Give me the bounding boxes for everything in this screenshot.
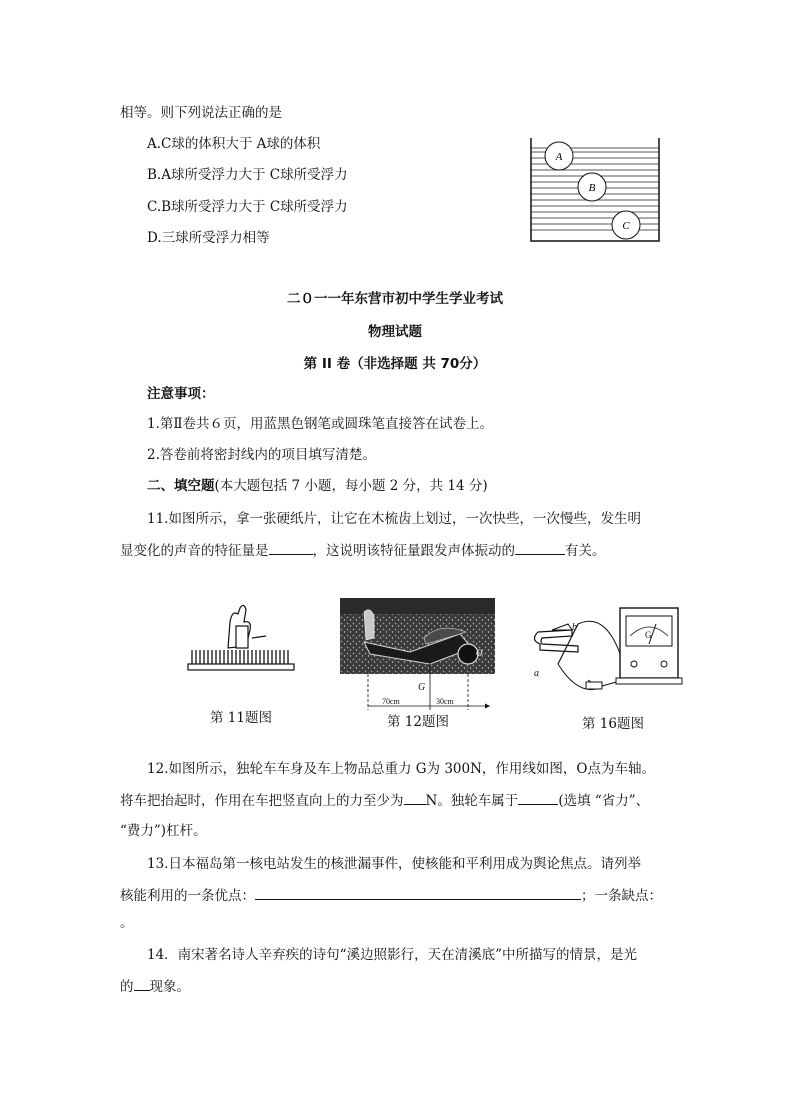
q10-option-b: B.A球所受浮力大于 C球所受浮力 [147,167,348,183]
q12-blank-1[interactable] [404,791,426,805]
barrow-wheel [458,644,478,664]
meter-base [616,678,682,684]
q14-line-1: 14．南宋著名诗人辛弃疾的诗句“溪边照影行，天在清溪底”中所描写的情景，是光 [147,947,637,963]
fig16-g-label: G [645,630,652,640]
ball-a-label: A [555,151,563,163]
q14-text-b: 现象。 [149,979,190,995]
wire-2 [578,621,624,666]
q11-text-c: 有关。 [565,543,606,559]
q10-figure [530,138,660,242]
dim-arrow-end [485,704,490,709]
q10-stem-tail: 相等。则下列说法正确的是 [120,105,282,121]
fig12-dim-1: 70cm [382,697,400,706]
q11-line-2 [120,541,606,560]
ball-c-label: C [622,220,630,232]
q14-line-2 [120,977,190,996]
q13-blank-1[interactable] [255,886,581,900]
q13-text-b: ；一条缺点： [581,888,662,904]
subject-title: 物理试题 [368,324,422,340]
person-shape [364,610,374,640]
q12-line-1: 12.如图所示，独轮车车身及车上物品总重力 G为 300N，作用线如图，O点为车轴。 [147,761,655,777]
q12-text-b: N。独轮车属于 [425,793,519,809]
q11-blank-2[interactable] [515,541,565,555]
q11-line-1: 11.如图所示，拿一张硬纸片，让它在木梳齿上划过，一次快些，一次慢些，发生明 [147,511,641,527]
q10-option-a: A.C球的体积大于 A球的体积 [147,136,321,152]
q11-text-a: 显变化的声音的特征量是 [120,543,269,559]
q13-line-3: 。 [120,915,134,931]
fig12-wheelbarrow [340,598,495,714]
q13-line-2 [120,886,662,905]
q12-text-c: (选填 “省力”、 [558,793,650,809]
q13-line-1: 13.日本福岛第一核电站发生的核泄漏事件，使核能和平利用成为舆论焦点。请列举 [147,856,641,872]
terminal-right [661,661,667,667]
card [236,626,248,648]
fig12-caption: 第 12题图 [387,714,449,730]
fig16-galvanometer-setup [528,600,688,692]
fig16-b-label: b [572,622,577,633]
exam-title: 二０一一年东营市初中学生学业考试 [287,291,503,307]
u-magnet [534,630,578,652]
ball-b-label: B [588,182,596,194]
switch-base [586,682,602,689]
notes-item-1: 1.第Ⅱ卷共６页，用蓝黑色钢笔或圆珠笔直接答在试卷上。 [147,416,494,432]
fig11-comb-card [186,600,296,672]
q12-line-3: “费力”)杠杆。 [120,823,207,839]
section2-title: 二、填空题 [147,478,215,494]
q10-option-c: C.B球所受浮力大于 C球所受浮力 [147,199,348,215]
q11-text-b: ，这说明该特征量跟发声体振动的 [312,543,515,559]
q12-line-2 [120,791,649,810]
q13-text-a: 核能利用的一条优点： [120,888,255,904]
q10-option-d: D.三球所受浮力相等 [147,230,270,246]
fig12-dim-2: 30cm [436,697,454,706]
section2-heading [147,477,488,495]
q12-text-a: 将车把抬起时，作用在车把竖直向上的力至少为 [120,793,404,809]
notes-title: 注意事项： [147,386,215,402]
fig11-caption: 第 11题图 [210,710,272,726]
fig12-g-label: G [418,682,426,693]
section2-info: (本大题包括 7 小题，每小题 2 分，共 14 分) [214,478,488,494]
q14-blank-1[interactable] [134,977,150,991]
magnet-arm [552,624,572,630]
photo-sky-band [340,598,495,614]
volume-title: 第 II 卷（非选择题 共 70分） [303,356,487,372]
fig16-caption: 第 16题图 [582,716,644,732]
terminal-left [631,661,637,667]
fig12-o-label: O [476,648,483,658]
q12-blank-2[interactable] [518,791,558,805]
q11-blank-1[interactable] [269,541,313,555]
notes-item-2: 2.答卷前将密封线内的项目填写清楚。 [147,447,376,463]
fig16-a-label: a [534,668,539,679]
comb-spine [188,664,294,670]
motion-mark [252,636,266,638]
comb-teeth [192,650,288,664]
q14-text-a: 的 [120,979,134,995]
